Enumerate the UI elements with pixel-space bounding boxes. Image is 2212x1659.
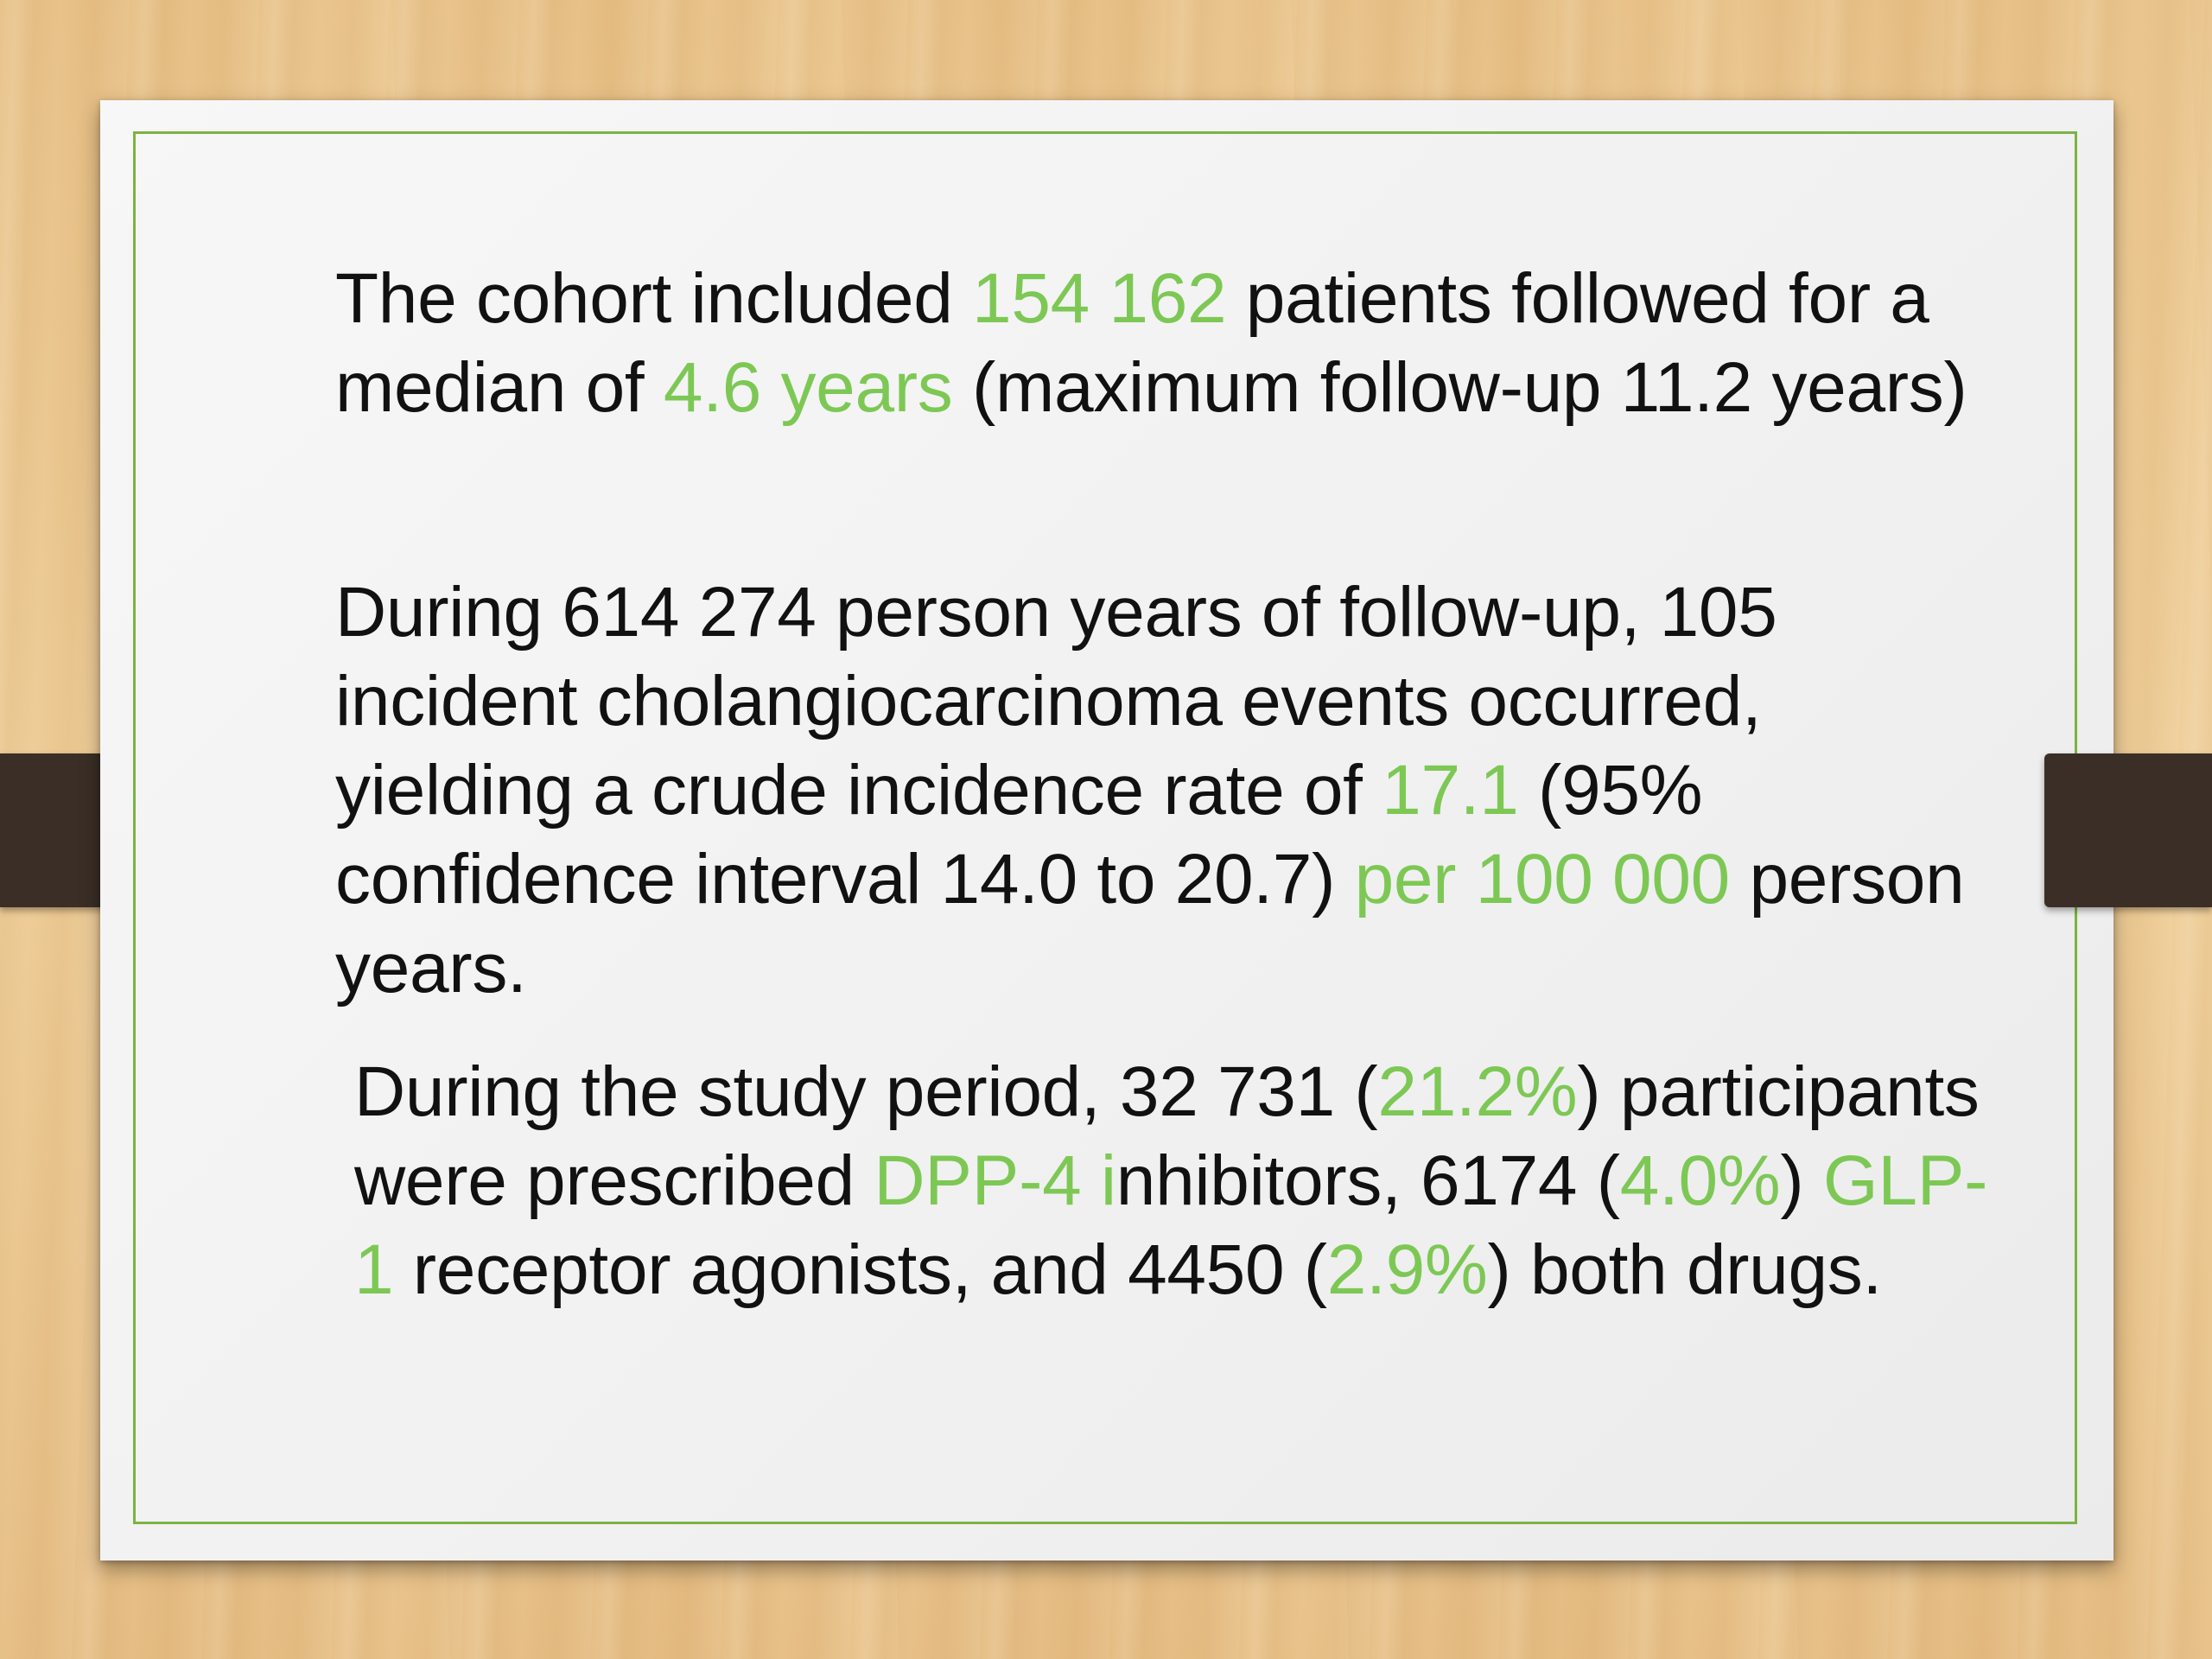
text-segment: nhibitors, 6174 ( (1116, 1141, 1620, 1220)
text-segment: ) (1780, 1141, 1823, 1220)
text-segment: During the study period, 32 731 ( (354, 1052, 1378, 1131)
highlight-incidence-rate: 17.1 (1382, 751, 1519, 830)
text-segment: ) participants were prescribed (354, 1052, 1980, 1220)
text-segment: patients followed for a median of (335, 259, 1929, 427)
text-segment: During 614 274 person years of follow-up, 105 incident cholangiocarcinoma events occurred, yielding a crude incidence rate of (335, 573, 1777, 830)
highlight-dpp4-percent: 21.2% (1377, 1052, 1578, 1131)
highlight-dpp4-label: DPP-4 i (874, 1141, 1116, 1220)
text-segment: (maximum follow-up 11.2 years) (952, 348, 1967, 427)
highlight-glp1-label: GLP-1 (354, 1141, 1988, 1309)
text-segment: (95% confidence interval 14.0 to 20.7) (335, 751, 1703, 918)
text-segment: The cohort included (335, 259, 973, 338)
text-segment: ) both drugs. (1487, 1230, 1882, 1309)
highlight-per-100000: per 100 000 (1354, 840, 1730, 918)
paragraph-cohort (335, 254, 1977, 432)
highlight-median-followup: 4.6 years (663, 348, 953, 427)
slide-card (100, 100, 2113, 1560)
paragraph-incidence (335, 568, 1977, 1013)
text-segment: person years. (335, 840, 1965, 1007)
highlight-patient-count: 154 162 (972, 259, 1227, 338)
highlight-glp1-percent: 4.0% (1619, 1141, 1781, 1220)
highlight-both-percent: 2.9% (1326, 1230, 1488, 1309)
text-segment: receptor agonists, and 4450 ( (393, 1230, 1327, 1309)
paragraph-prescriptions (354, 1047, 1996, 1314)
right-binder-strap (2044, 753, 2212, 907)
